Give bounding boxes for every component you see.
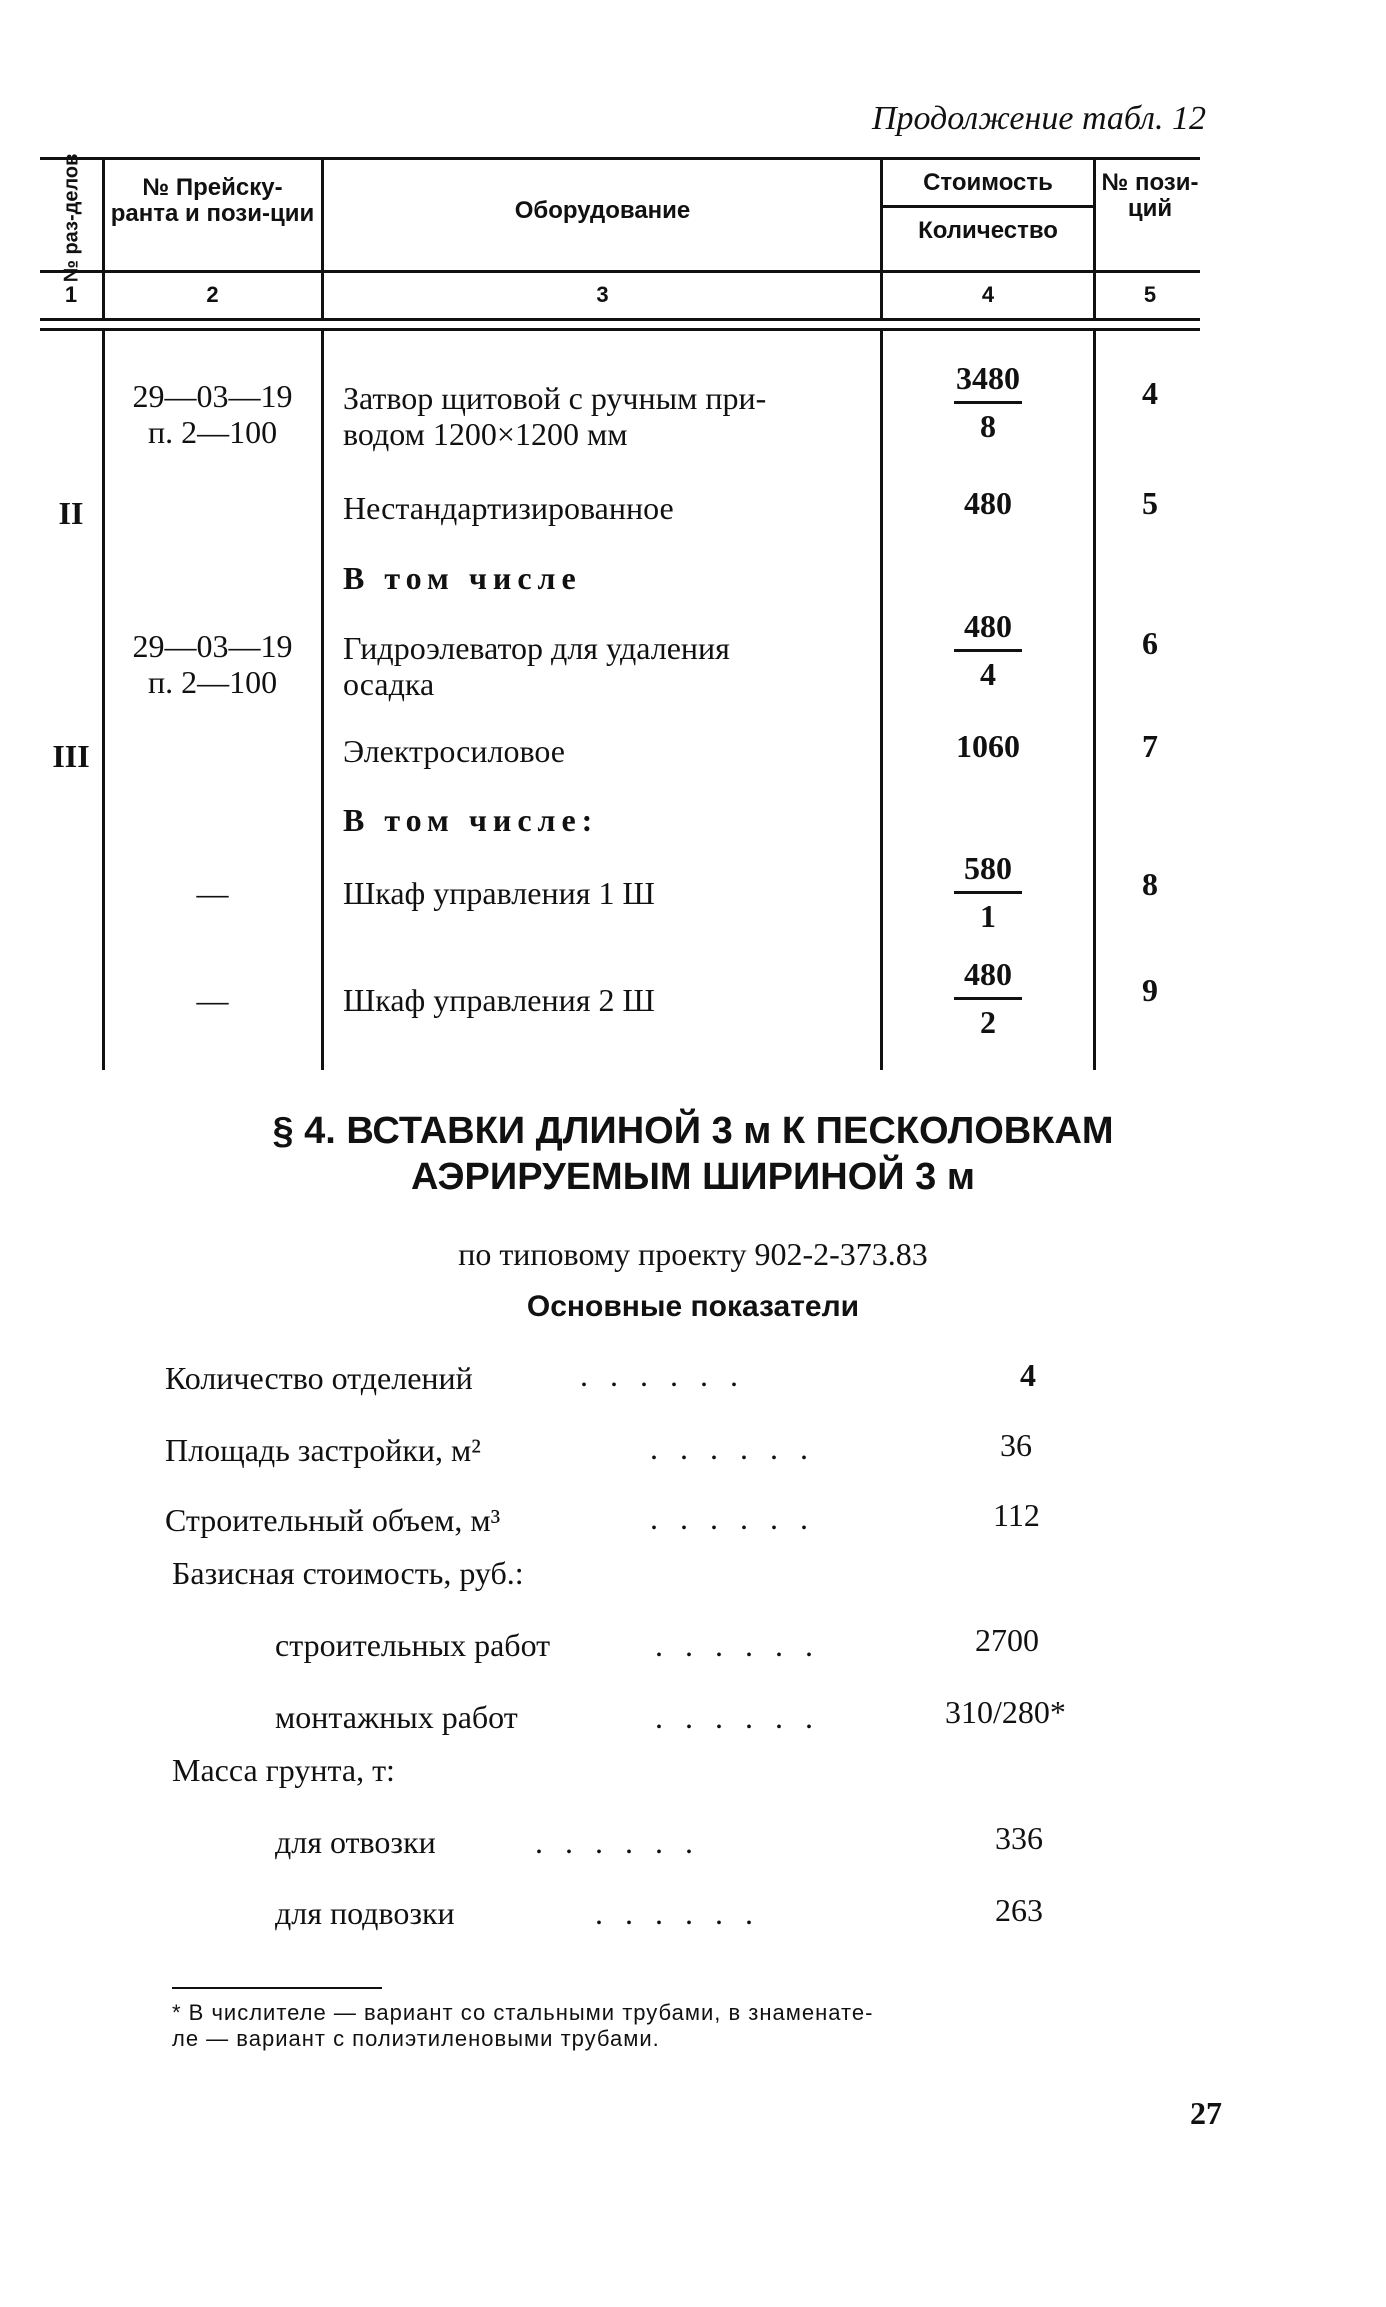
indicator-label: для подвозки — [275, 1895, 455, 1931]
project-reference: по типовому проекту 902-2-373.83 — [458, 1236, 928, 1272]
page-number: 27 — [1190, 2095, 1222, 2131]
indicator-value: 36 — [1000, 1427, 1032, 1463]
table-row-name: Электросиловое — [343, 733, 565, 769]
col-number-3: 3 — [596, 282, 609, 307]
cost-value: 480 — [964, 485, 1012, 521]
header-price-ref: № Прейску-ранта и пози-ции — [110, 174, 315, 228]
indicator-label: Строительный объем, м³ — [165, 1502, 501, 1538]
indicator-value: 112 — [993, 1497, 1040, 1533]
leader-dots: ...... — [650, 1500, 830, 1536]
table-row-name: Шкаф управления 1 Ш — [343, 875, 655, 911]
indicator-value: 336 — [995, 1820, 1043, 1856]
leader-dots: ...... — [580, 1357, 760, 1393]
table-row-ref: — — [196, 875, 229, 911]
cost-value: 1060 — [956, 728, 1020, 764]
cost-quantity-fraction: 480 4 — [886, 608, 1090, 693]
subgroup-label: В том числе: — [343, 802, 599, 838]
position-number: 6 — [1142, 625, 1158, 661]
table-row-name: Шкаф управления 2 Ш — [343, 982, 655, 1018]
table-row-name: Затвор щитовой с ручным при- водом 1200×1200 мм — [343, 380, 767, 452]
table-row-name: Нестандартизированное — [343, 490, 674, 526]
cost-quantity-fraction: 580 1 — [886, 850, 1090, 935]
col-number-1: 1 — [64, 282, 78, 307]
footnote: * В числителе — вариант со стальными трубами, в знаменате- ле — вариант с полиэтиленовыми трубами. — [172, 2000, 874, 2051]
indicator-group-label: Масса грунта, т: — [172, 1752, 395, 1788]
col-number-2: 2 — [206, 282, 219, 307]
cost-quantity-fraction: 480 2 — [886, 956, 1090, 1041]
section-number: III — [52, 738, 90, 774]
leader-dots: ...... — [595, 1895, 775, 1931]
col-number-4: 4 — [981, 282, 995, 307]
indicator-value: 2700 — [975, 1622, 1039, 1658]
indicator-label: Количество отделений — [165, 1360, 473, 1396]
indicator-value: 263 — [995, 1892, 1043, 1928]
subgroup-label: В том числе — [343, 560, 582, 596]
position-number: 4 — [1142, 375, 1158, 411]
indicator-label: монтажных работ — [275, 1699, 518, 1735]
leader-dots: ...... — [655, 1627, 835, 1663]
indicators-title: Основные показатели — [526, 1290, 860, 1323]
cost-quantity-fraction: 3480 8 — [956, 360, 1020, 444]
position-number: 9 — [1142, 972, 1158, 1008]
continuation-label: Продолжение табл. 12 — [871, 100, 1206, 137]
leader-dots: ...... — [655, 1699, 835, 1735]
header-positions: № пози-ций — [1101, 169, 1199, 223]
table-row-ref: — — [196, 982, 229, 1018]
indicator-value: 310/280* — [945, 1694, 1066, 1730]
leader-dots: ...... — [535, 1824, 715, 1860]
position-number: 8 — [1142, 866, 1158, 902]
header-sections: № раз-делов — [60, 153, 82, 282]
header-quantity: Количество — [918, 217, 1058, 244]
footnote-divider — [172, 1987, 382, 1989]
table-row-ref: 29—03—19 п. 2—100 — [132, 628, 293, 700]
col-number-5: 5 — [1143, 282, 1157, 307]
section-title: § 4. ВСТАВКИ ДЛИНОЙ 3 м К ПЕСКОЛОВКАМ АЭРИРУЕМЫМ ШИРИНОЙ 3 м — [272, 1110, 1114, 1198]
position-number: 7 — [1142, 728, 1158, 764]
table-row-ref: 29—03—19 п. 2—100 — [132, 378, 293, 450]
header-cost: Стоимость — [923, 169, 1053, 196]
indicator-label: для отвозки — [275, 1824, 436, 1860]
section-number: II — [58, 495, 84, 531]
indicator-group-label: Базисная стоимость, руб.: — [172, 1555, 524, 1591]
indicator-label: строительных работ — [275, 1627, 551, 1663]
indicator-value: 4 — [1020, 1357, 1036, 1393]
indicator-label: Площадь застройки, м² — [165, 1432, 481, 1468]
position-number: 5 — [1142, 485, 1158, 521]
leader-dots: ...... — [650, 1430, 830, 1466]
table-row-name: Гидроэлеватор для удаления осадка — [343, 630, 730, 702]
header-equipment: Оборудование — [514, 197, 691, 224]
